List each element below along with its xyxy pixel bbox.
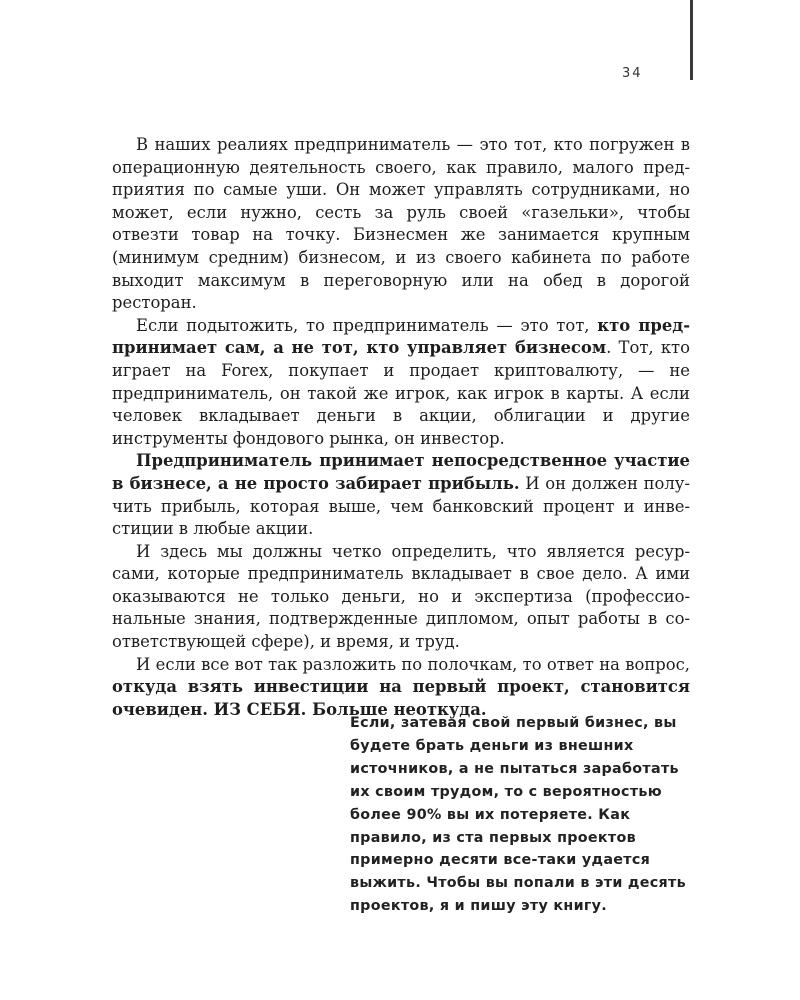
paragraph-4-text: И здесь мы должны четко определить, что является ресурсами, которые предприниматель вкладывает в свое дело. А ими оказываются не только деньги, но и экспертиза (профессиональные знания, подтвержденные дипломом, опыт работы в соответствующей сфере), и время, и труд. xyxy=(112,541,690,652)
body-text xyxy=(112,134,690,721)
paragraph-5-emphasis: откуда взять инвестиции на первый проект, становится очевиден. ИЗ СЕБЯ. Больше неоткуда. xyxy=(112,677,690,719)
page-edge-rule xyxy=(690,0,693,80)
paragraph-2-text-b: . Тот, кто играет на Forex, покупает и продает криптовалюту, — не предприниматель, он такой же игрок, как игрок в карты. А если человек вкладывает деньги в акции, облигации и другие инструменты фондового рынка, он инвестор. xyxy=(112,338,690,448)
paragraph-4 xyxy=(112,541,690,654)
paragraph-1 xyxy=(112,134,690,315)
paragraph-2-emphasis: кто предпринимает сам, а не тот, кто управляет бизнесом xyxy=(112,315,690,358)
paragraph-2-text-a: Если подытожить, то предприниматель — это тот, xyxy=(136,315,598,335)
paragraph-3 xyxy=(112,450,690,540)
paragraph-2 xyxy=(112,315,690,451)
paragraph-5-text: И если все вот так разложить по полочкам, то ответ на вопрос, xyxy=(136,654,690,674)
page-number: 34 xyxy=(622,66,643,81)
paragraph-1-text: В наших реалиях предприниматель — это тот, кто погружен в операционную деятельность своего, как правило, малого предприятия по самые уши. Он может управлять сотрудниками, но может, если нужно, сесть за руль своей «газельки», чтобы отвезти товар на точку. Бизнесмен же занимается крупным (минимум средним) бизнесом, и из своего кабинета по работе выходит максимум в переговорную или на обед в дорогой ресторан. xyxy=(112,135,690,313)
callout-quote: Если, затевая свой первый бизнес, вы будете брать деньги из внешних источников, а не пытаться заработать их своим трудом, то с вероятностью более 90% вы их потеряете. Как правило, из ста первых проектов примерно десяти все-таки удается выжить. Чтобы вы попали в эти десять проектов, я и пишу эту книгу. xyxy=(350,715,686,915)
paragraph-3-text: И он должен получить прибыль, которая выше, чем банковский процент и инвестиции в любые акции. xyxy=(112,473,690,539)
paragraph-3-emphasis: Предприниматель принимает непосредственное участие в бизнесе, а не просто забирает прибыль. xyxy=(112,451,690,493)
